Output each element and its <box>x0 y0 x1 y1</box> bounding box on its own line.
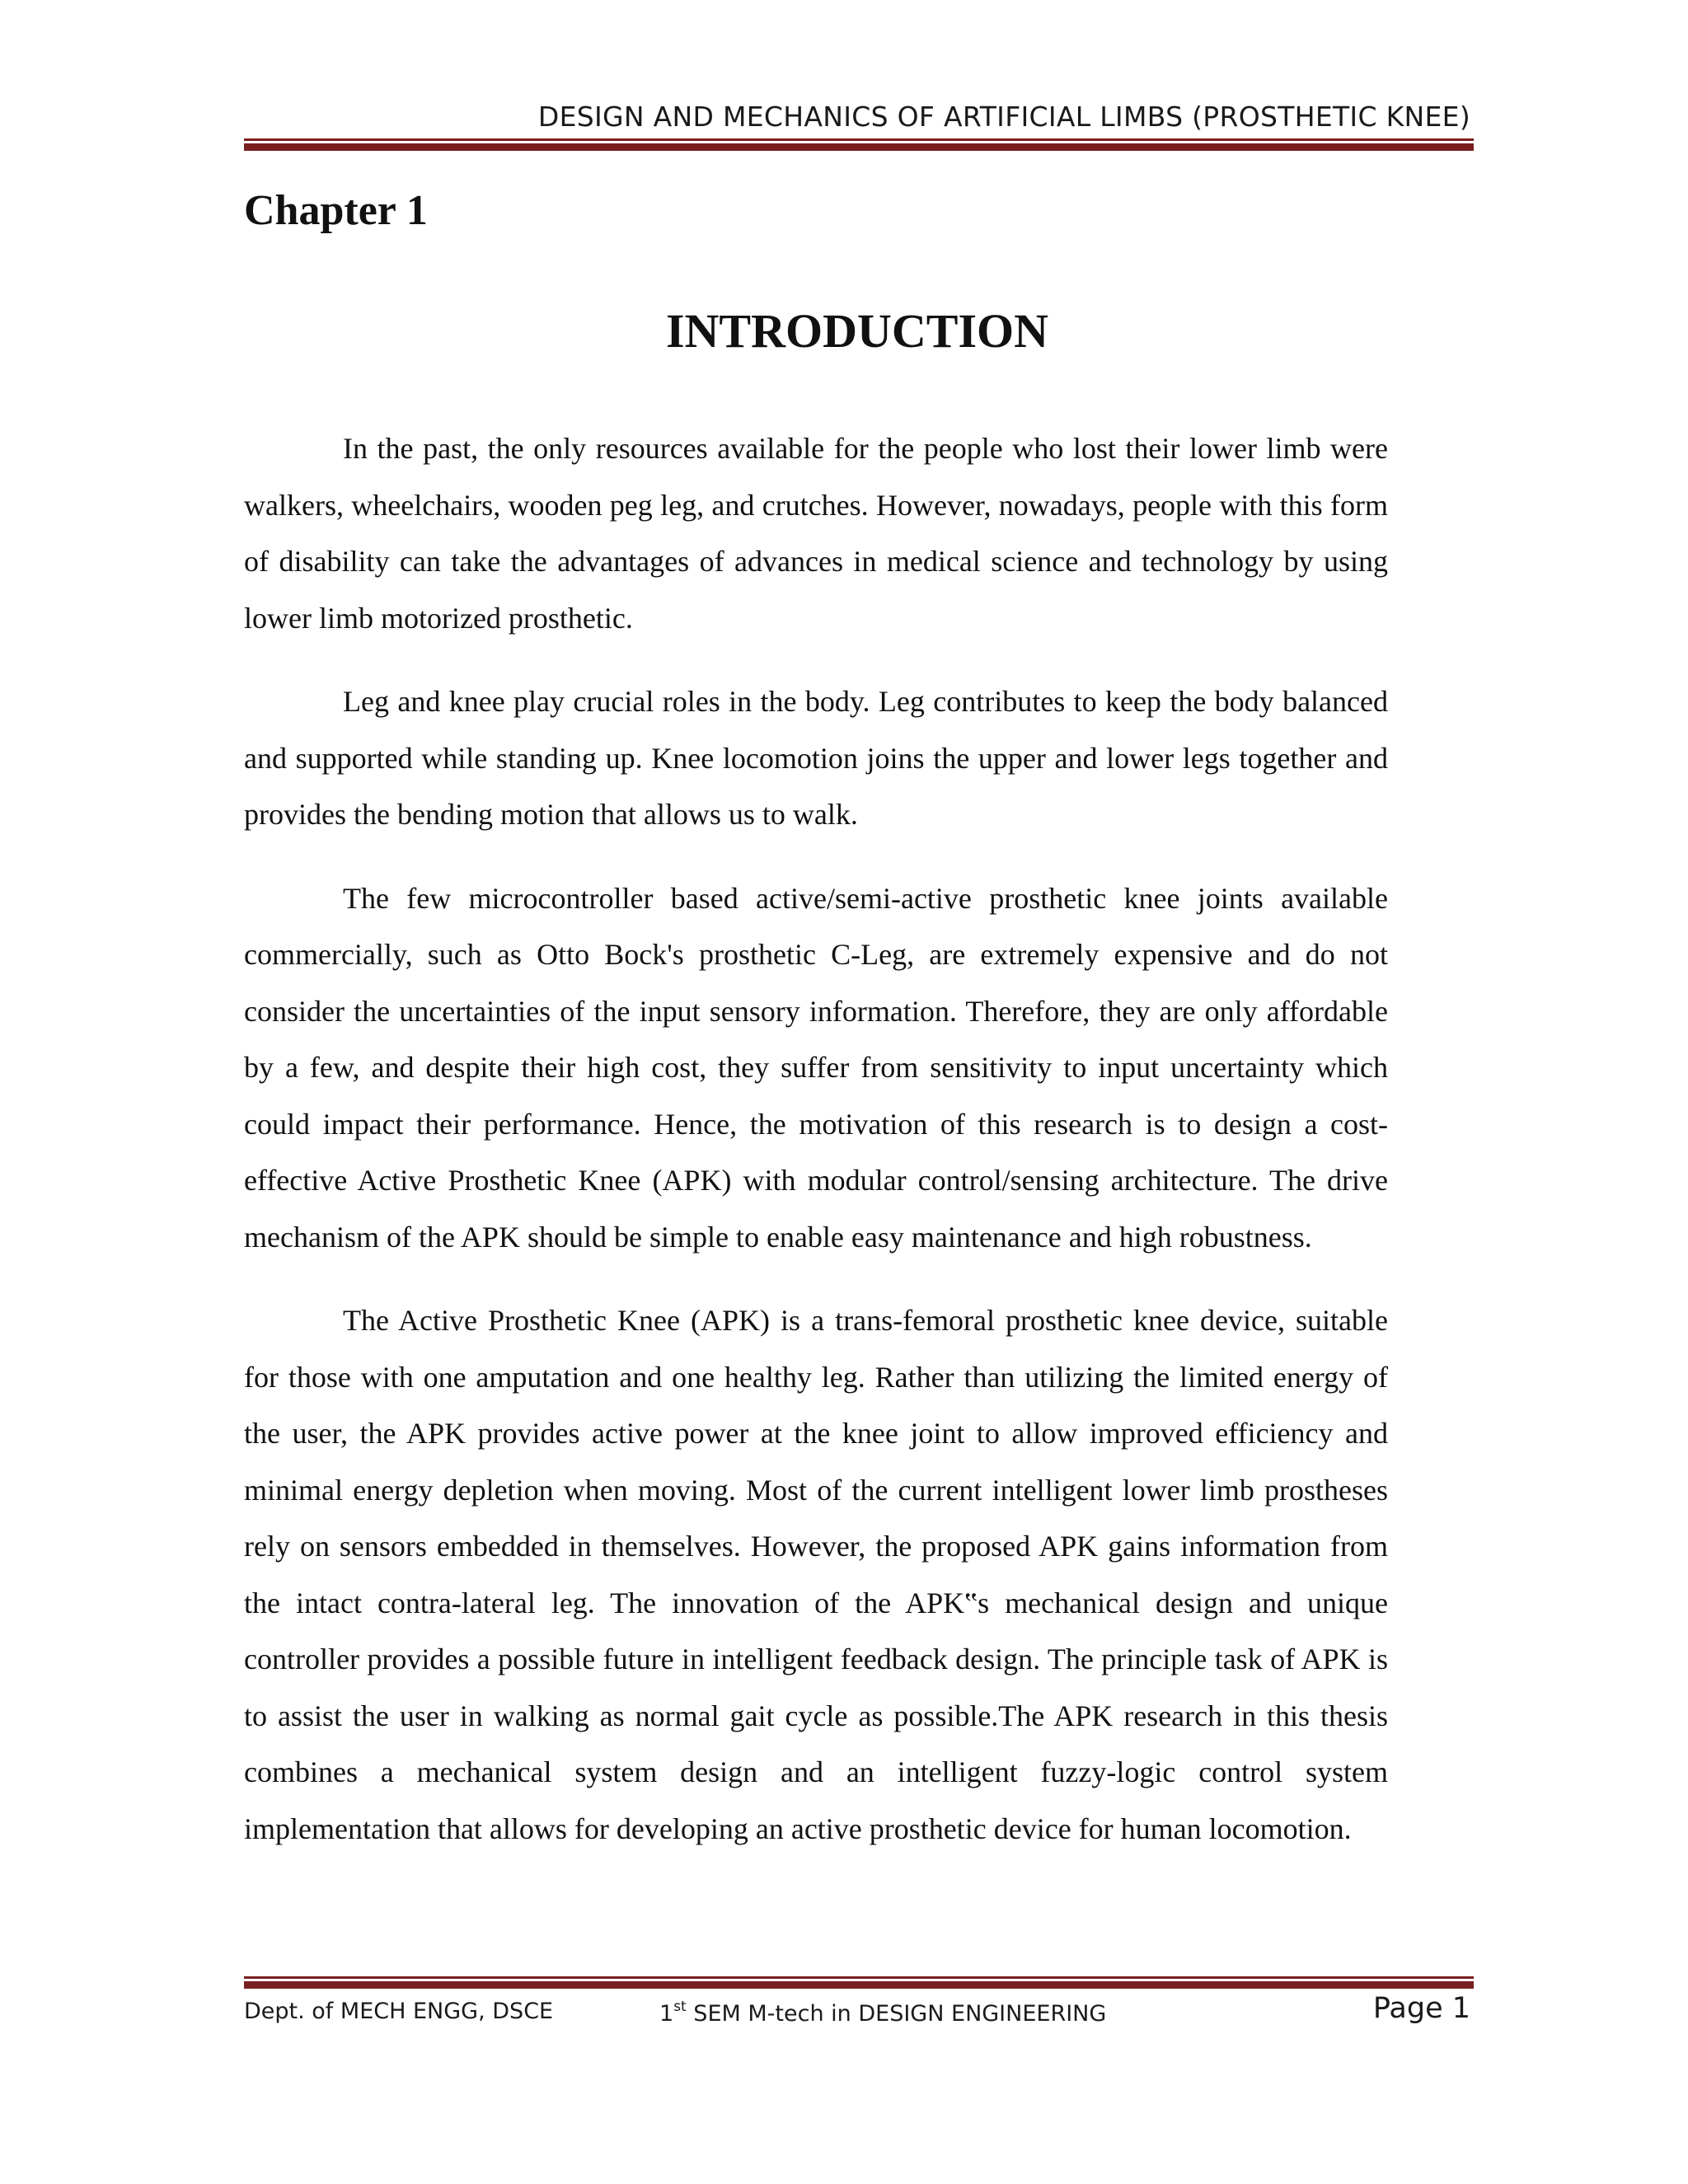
paragraph: In the past, the only resources available for the people who lost their lower limb were walkers, wheelchairs, wooden peg leg, and crutches. However, nowadays, people with this form of disability can take the advantages of advances in medical science and technology by using lower limb motorized prosthetic. <box>244 432 1388 635</box>
page-footer <box>244 1990 1470 2032</box>
footer-semester-text: SEM M-tech in DESIGN ENGINEERING <box>686 2001 1107 2027</box>
paragraph: The few microcontroller based active/semi-active prosthetic knee joints available commercially, such as Otto Bock's prosthetic C-Leg, are extremely expensive and do not consider the uncertainties of the input sensory information. Therefore, they are only affordable by a few, and despite their high cost, they suffer from sensitivity to input uncertainty which could impact their performance. Hence, the motivation of this research is to design a cost-effective Active Prosthetic Knee (APK) with modular control/sensing architecture. The drive mechanism of the APK should be simple to enable easy maintenance and high robustness. <box>244 881 1388 1254</box>
body-text <box>244 420 1388 1884</box>
chapter-title: INTRODUCTION <box>665 304 1049 358</box>
header-rule <box>244 138 1474 151</box>
page-number: Page 1 <box>1372 1992 1470 2025</box>
footer-rule <box>244 1976 1474 1989</box>
running-header: DESIGN AND MECHANICS OF ARTIFICIAL LIMBS (PROSTHETIC KNEE) <box>537 101 1470 133</box>
chapter-label: Chapter 1 <box>244 187 428 234</box>
footer-semester-number: 1 <box>659 2001 674 2027</box>
footer-semester <box>659 1999 1106 2027</box>
paragraph: Leg and knee play crucial roles in the body. Leg contributes to keep the body balanced and supported while standing up. Knee locomotion joins the upper and lower legs together and provides the bending motion that allows us to walk. <box>244 685 1388 831</box>
footer-semester-suffix: st <box>673 1999 687 2015</box>
paragraph: The Active Prosthetic Knee (APK) is a trans-femoral prosthetic knee device, suitable for those with one amputation and one healthy leg. Rather than utilizing the limited energy of the user, the APK provides active power at the knee joint to allow improved efficiency and minimal energy depletion when moving. Most of the current intelligent lower limb prostheses rely on sensors embedded in themselves. However, the proposed APK gains information from the intact contra-lateral leg. The innovation of the APK‟s mechanical design and unique controller provides a possible future in intelligent feedback design. The principle task of APK is to assist the user in walking as normal gait cycle as possible.The APK research in this thesis combines a mechanical system design and an intelligent fuzzy-logic control system implementation that allows for developing an active prosthetic device for human locomotion. <box>244 1304 1388 1845</box>
footer-department: Dept. of MECH ENGG, DSCE <box>244 1999 554 2024</box>
